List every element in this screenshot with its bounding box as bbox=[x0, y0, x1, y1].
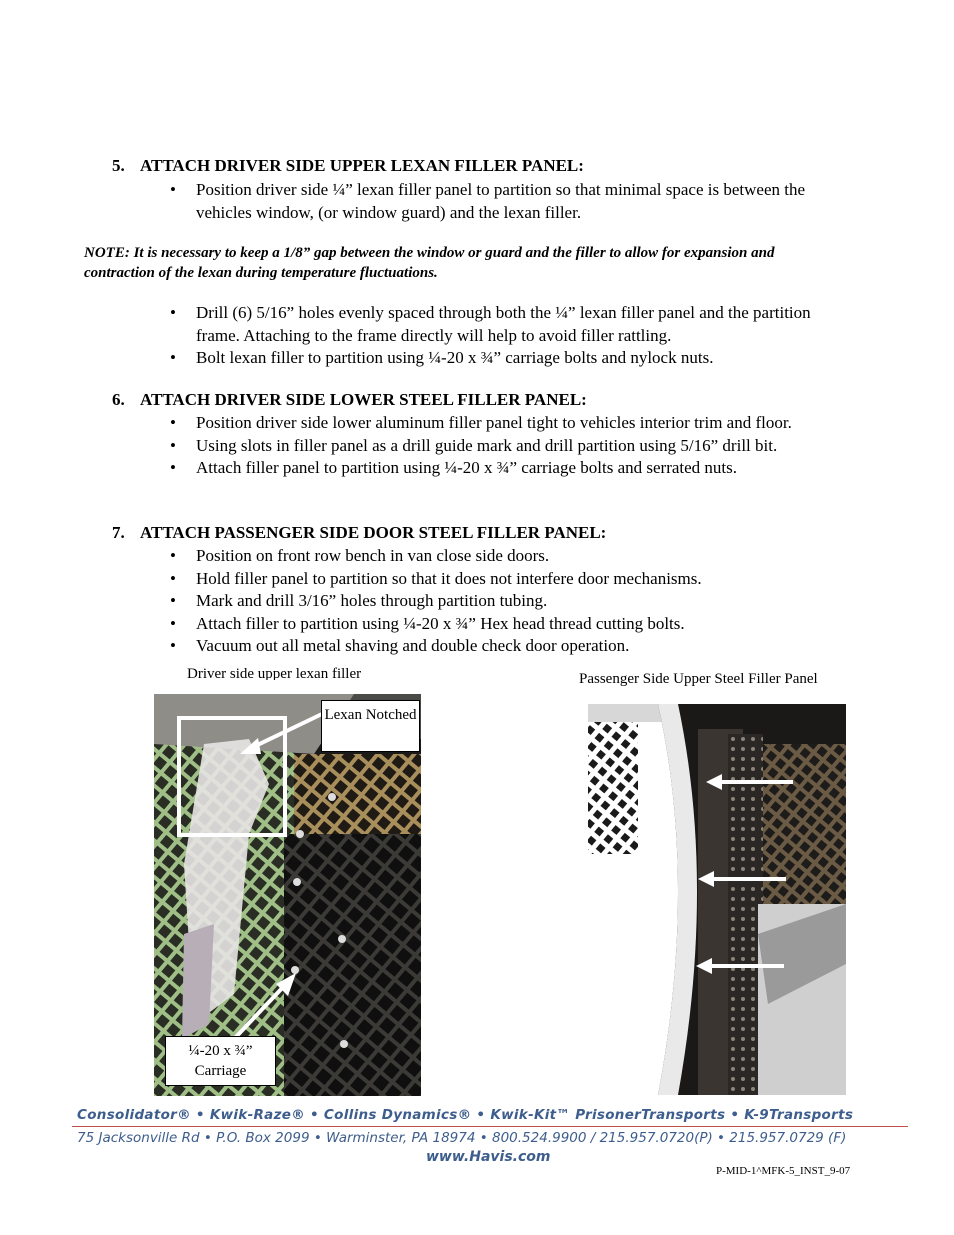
footer-brands: Consolidator® • Kwik-Raze® • Collins Dynamics® • Kwik-Kit™ PrisonerTransports • K-9Transports bbox=[77, 1107, 854, 1123]
section-number: 5. bbox=[112, 156, 125, 175]
note-text: NOTE: It is necessary to keep a 1/8” gap between the window or guard and the filler to allow for expansion and contraction of the lexan during temperature fluctuations. bbox=[84, 245, 775, 281]
section-title: ATTACH PASSENGER SIDE DOOR STEEL FILLER PANEL: bbox=[140, 523, 607, 542]
footer-address: 75 Jacksonville Rd • P.O. Box 2099 • Warminster, PA 18974 • 800.524.9900 / 215.957.0720(P) • 215.957.0729 (F) bbox=[77, 1130, 847, 1146]
list-item: • Position driver side ¼” lexan filler panel to partition so that minimal space is between the vehicles window, (or window guard) and the lexan filler. bbox=[168, 179, 848, 224]
list-item: • Using slots in filler panel as a drill guide mark and drill partition using 5/16” drill bit. bbox=[168, 435, 848, 458]
footer-website[interactable]: www.Havis.com bbox=[426, 1149, 551, 1165]
section-5-bullets bbox=[168, 179, 848, 224]
section-title: ATTACH DRIVER SIDE UPPER LEXAN FILLER PANEL: bbox=[140, 156, 584, 175]
section-number: 7. bbox=[112, 523, 125, 542]
list-item: • Hold filler panel to partition so that it does not interfere door mechanisms. bbox=[168, 568, 848, 591]
list-item: • Bolt lexan filler to partition using ¼-20 x ¾” carriage bolts and nylock nuts. bbox=[168, 347, 848, 370]
list-item: • Position driver side lower aluminum filler panel tight to vehicles interior trim and floor. bbox=[168, 412, 848, 435]
section-7-heading bbox=[112, 523, 606, 543]
footer-divider bbox=[72, 1126, 908, 1127]
list-item: • Attach filler panel to partition using ¼-20 x ¾” carriage bolts and serrated nuts. bbox=[168, 457, 848, 480]
section-6-bullets bbox=[168, 412, 848, 480]
photo-illustration bbox=[588, 704, 846, 1095]
section-6-heading bbox=[112, 390, 587, 410]
right-figure-caption: Passenger Side Upper Steel Filler Panel bbox=[579, 671, 818, 687]
list-item: • Vacuum out all metal shaving and double check door operation. bbox=[168, 635, 848, 658]
carriage-bolt-callout: ¼-20 x ¾” Carriage bbox=[165, 1036, 276, 1086]
list-item: • Drill (6) 5/16” holes evenly spaced through both the ¼” lexan filler panel and the partition frame. Attaching to the frame directly will help to avoid filler rattling. bbox=[168, 302, 848, 347]
list-item: • Mark and drill 3/16” holes through partition tubing. bbox=[168, 590, 848, 613]
list-item: • Attach filler to partition using ¼-20 x ¾” Hex head thread cutting bolts. bbox=[168, 613, 848, 636]
section-number: 6. bbox=[112, 390, 125, 409]
left-figure-caption: Driver side upper lexan filler bbox=[187, 666, 362, 680]
section-7-bullets bbox=[168, 545, 848, 658]
document-id: P-MID-1^MFK-5_INST_9-07 bbox=[716, 1165, 851, 1177]
section-title: ATTACH DRIVER SIDE LOWER STEEL FILLER PANEL: bbox=[140, 390, 587, 409]
passenger-side-filler-photo bbox=[588, 704, 846, 1095]
section-5-bullets-after-note bbox=[168, 302, 848, 370]
lexan-notched-callout: Lexan Notched bbox=[321, 700, 420, 752]
list-item: • Position on front row bench in van close side doors. bbox=[168, 545, 848, 568]
section-5-heading bbox=[112, 156, 584, 176]
